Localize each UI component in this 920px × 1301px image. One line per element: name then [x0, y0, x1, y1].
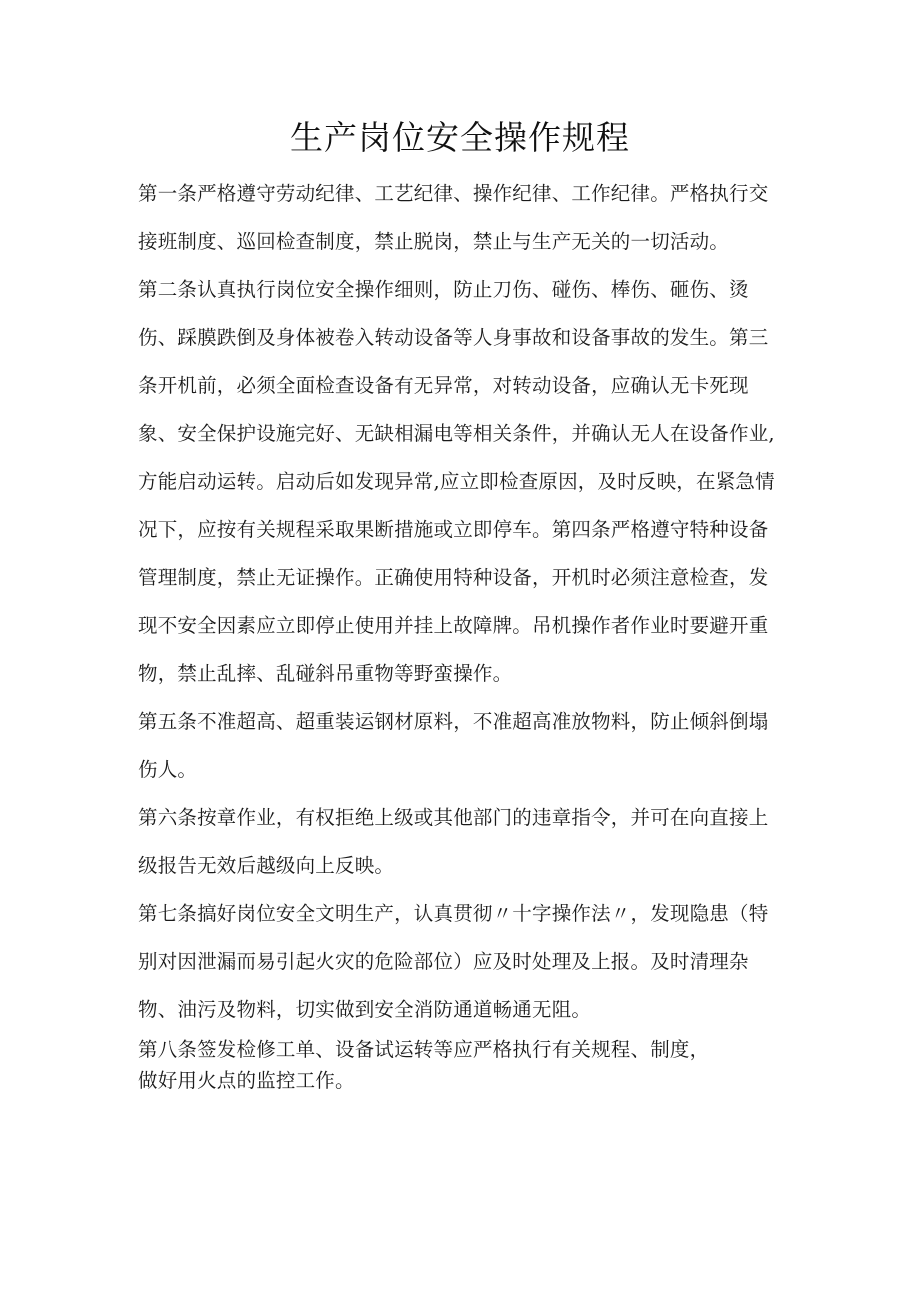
- document-title: 生产岗位安全操作规程: [290, 118, 630, 157]
- text-line: 做好用火点的监控工作。: [138, 1069, 355, 1092]
- text-line: 第五条不准超高、超重装运钢材原料，不准超高准放物料，防止倾斜倒塌: [138, 710, 769, 733]
- text-line: 物，禁止乱摔、乱碰斜吊重物等野蛮操作。: [138, 662, 513, 685]
- text-line: 方能启动运转。启动后如发现异常,应立即检查原因，及时反映，在紧急情: [138, 470, 775, 493]
- text-line: 伤人。: [138, 758, 198, 781]
- text-line: 第七条搞好岗位安全文明生产，认真贯彻〃十字操作法〃，发现隐患（特: [138, 902, 769, 925]
- text-line: 第六条按章作业，有权拒绝上级或其他部门的违章指令，并可在向直接上: [138, 806, 769, 829]
- text-line: 伤、踩膜跌倒及身体被卷入转动设备等人身事故和设备事故的发生。第三: [138, 326, 769, 349]
- text-line: 级报告无效后越级向上反映。: [138, 854, 395, 877]
- document-body: [138, 170, 798, 1096]
- text-line: 第二条认真执行岗位安全操作细则，防止刀伤、碰伤、棒伤、砸伤、烫: [138, 278, 749, 301]
- text-line: 象、安全保护设施完好、无缺相漏电等相关条件，并确认无人在设备作业,: [138, 422, 775, 445]
- text-line: 管理制度，禁止无证操作。正确使用特种设备，开机时必须注意检查，发: [138, 566, 769, 589]
- text-line: 第一条严格遵守劳动纪律、工艺纪律、操作纪律、工作纪律。严格执行交: [138, 182, 769, 205]
- text-line: 条开机前，必须全面检查设备有无异常，对转动设备，应确认无卡死现: [138, 374, 749, 397]
- text-line: 物、油污及物料，切实做到安全消防通道畅通无阻。: [138, 998, 592, 1021]
- text-line: 接班制度、巡回检查制度，禁止脱岗，禁止与生产无关的一切活动。: [138, 230, 730, 253]
- text-line: 况下，应按有关规程采取果断措施或立即停车。第四条严格遵守特种设备: [138, 518, 769, 541]
- text-line: 别对因泄漏而易引起火灾的危险部位）应及时处理及上报。及时清理杂: [138, 950, 749, 973]
- text-line: 现不安全因素应立即停止使用并挂上故障牌。吊机操作者作业时要避开重: [138, 614, 769, 637]
- text-line: 第八条签发检修工单、设备试运转等应严格执行有关规程、制度，: [138, 1038, 710, 1061]
